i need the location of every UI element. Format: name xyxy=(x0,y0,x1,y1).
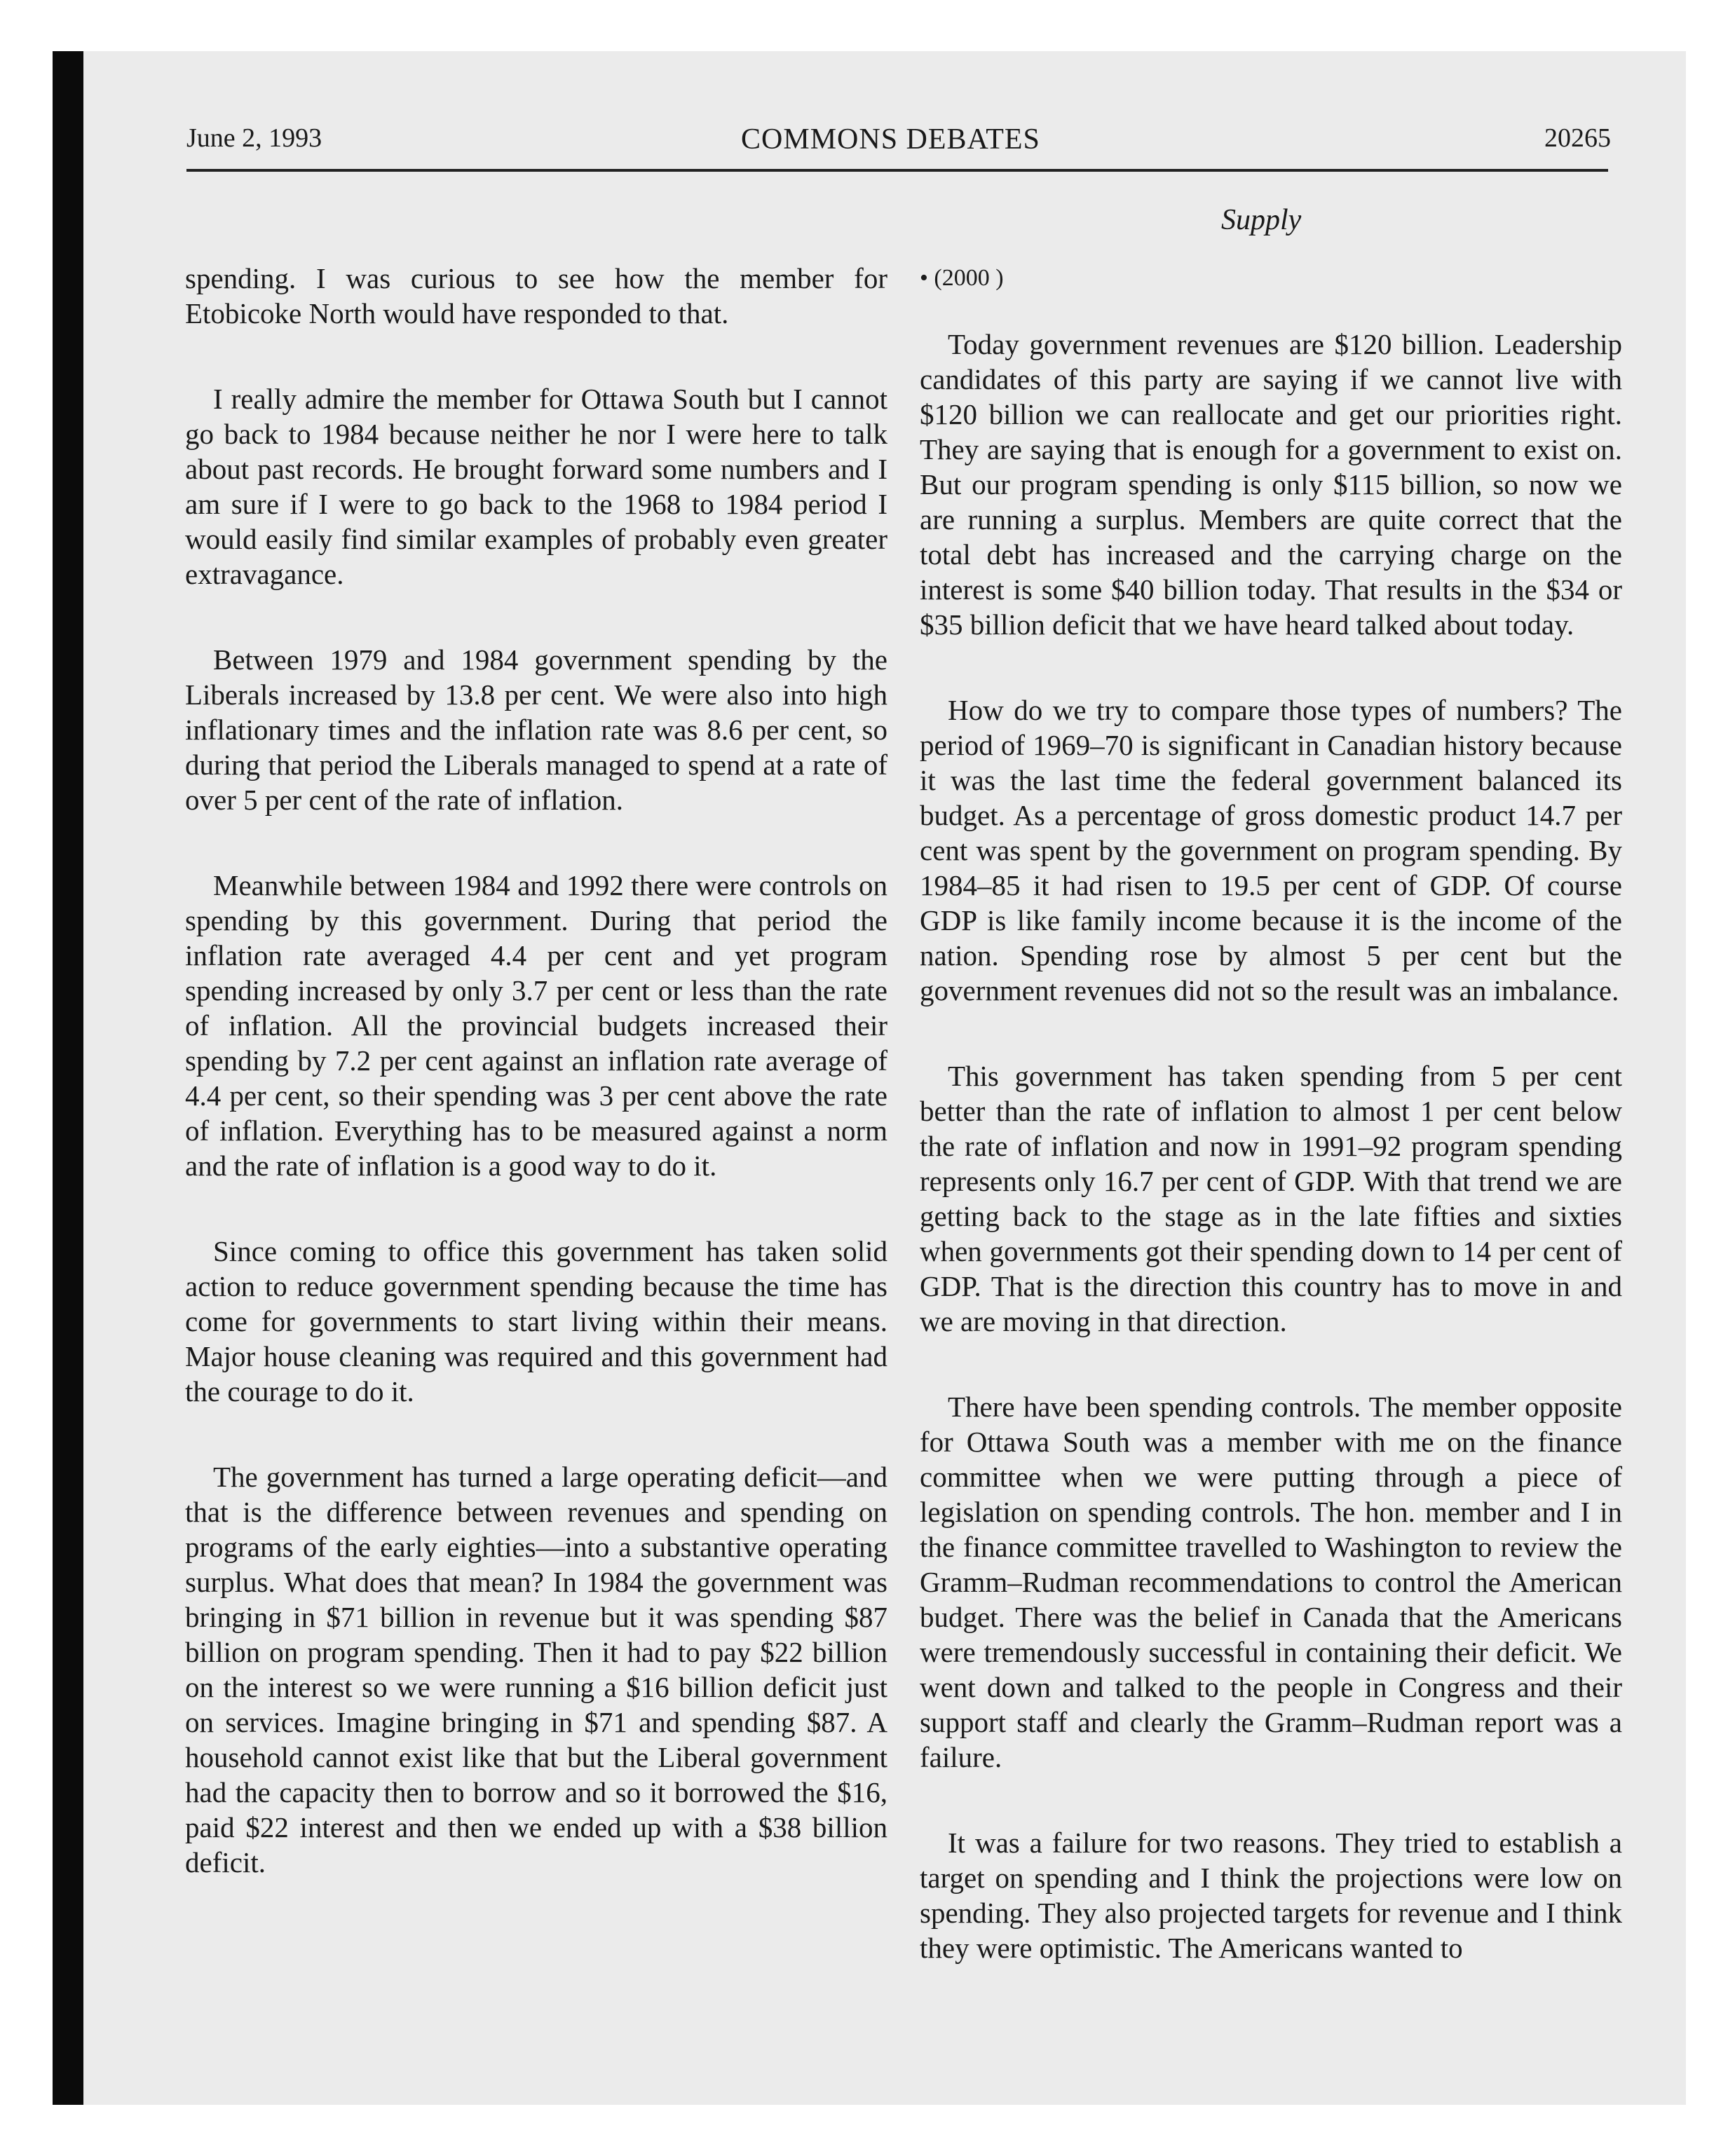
header-date: June 2, 1993 xyxy=(186,123,322,153)
header-page-number: 20265 xyxy=(1544,123,1611,153)
paragraph: This government has taken spending from 5 per cent better than the rate of inflation to almost 1 per cent below the rate of inflation and now in 1991–92 program spending represents only 16.7 per cent of GDP. With that trend we are getting back to the stage as in the late fifties and sixties when governments got their spending down to 14 per cent of GDP. That is the direction this country has to move in and we are moving in that direction. xyxy=(920,1060,1622,1337)
paragraph: Since coming to office this government has taken solid action to reduce government spending because the time has come for governments to start living within their means. Major house cleaning was required and this government had the courage to do it. xyxy=(185,1235,887,1407)
paragraph: There have been spending controls. The member opposite for Ottawa South was a member with me on the finance committee when we were putting through a piece of legislation on spending controls. The hon. member and I in the finance committee travelled to Washington to review the Gramm–Rudman recommendations to control the American budget. There was the belief in Canada that the Americans were tremendously successful in containing their deficit. We went down and talked to the people in Congress and their support staff and clearly the Gramm–Rudman report was a failure. xyxy=(920,1391,1622,1773)
paragraph: Between 1979 and 1984 government spending by the Liberals increased by 13.8 per cent. We were also into high inflationary times and the inflation rate was 8.6 per cent, so during that period the Liberals managed to spend at a rate of over 5 per cent of the rate of inflation. xyxy=(185,643,887,816)
right-column xyxy=(920,261,1622,1965)
section-label: Supply xyxy=(1221,204,1302,236)
paragraph: Today government revenues are $120 billion. Leadership candidates of this party are saying if we cannot live with $120 billion we can reallocate and get our priorities right. They are saying that is enough for a government to exist on. But our program spending is only $115 billion, so now we are running a surplus. Members are quite correct that the total debt has increased and the carrying charge on the interest is some $40 billion today. That results in the $34 or $35 billion deficit that we have heard talked about today. xyxy=(920,328,1622,641)
paragraph: It was a failure for two reasons. They tried to establish a target on spending and I think the projections were low on spending. They also projected targets for revenue and I think they were optimistic. The Americans wanted to xyxy=(920,1827,1622,1964)
paragraph: I really admire the member for Ottawa South but I cannot go back to 1984 because neither he nor I were here to talk about past records. He brought forward some numbers and I am sure if I were to go back to the 1968 to 1984 period I would easily find similar examples of probably even greater extravagance. xyxy=(185,383,887,590)
header-rule xyxy=(186,169,1608,172)
time-marker: • (2000 ) xyxy=(920,265,1004,291)
paragraph: Meanwhile between 1984 and 1992 there were controls on spending by this government. During that period the inflation rate averaged 4.4 per cent and yet program spending increased by only 3.7 per cent or less than the rate of inflation. All the provincial budgets increased their spending by 7.2 per cent against an inflation rate average of 4.4 per cent, so their spending was 3 per cent above the rate of inflation. Everything has to be measured against a norm and the rate of inflation is a good way to do it. xyxy=(185,869,887,1182)
paragraph: How do we try to compare those types of numbers? The period of 1969–70 is significant in Canadian history because it was the last time the federal government balanced its budget. As a percentage of gross domestic product 14.7 per cent was spent by the government on program spending. By 1984–85 it had risen to 19.5 per cent of GDP. Of course GDP is like family income because it is the income of the nation. Spending rose by almost 5 per cent but the government revenues did not so the result was an imbalance. xyxy=(920,694,1622,1007)
paragraph: spending. I was curious to see how the member for Etobicoke North would have responded to that. xyxy=(185,262,887,329)
header-title: COMMONS DEBATES xyxy=(741,123,1040,156)
paragraph: The government has turned a large operating deficit—and that is the difference between revenues and spending on programs of the early eighties—into a substantive operating surplus. What does that mean? In 1984 the government was bringing in $71 billion in revenue but it was spending $87 billion on program spending. Then it had to pay $22 billion on the interest so we were running a $16 billion deficit just on services. Imagine bringing in $71 and spending $87. A household cannot exist like that but the Liberal government had the capacity then to borrow and so it borrowed the $16, paid $22 interest and then we ended up with a $38 billion deficit. xyxy=(185,1461,887,1878)
left-column xyxy=(185,261,887,1880)
binding-edge xyxy=(53,51,83,2105)
